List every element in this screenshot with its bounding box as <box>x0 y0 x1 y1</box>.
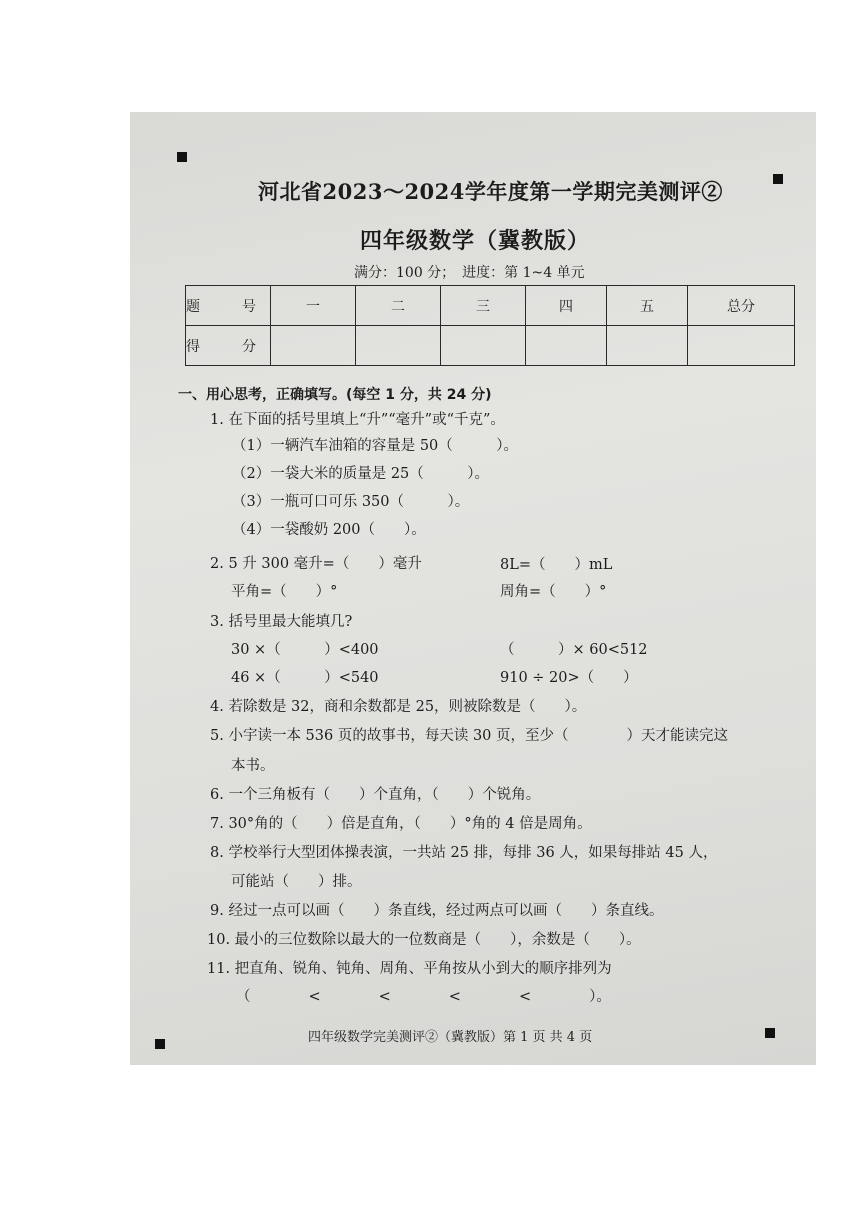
question-3-a: 30 ×（ ）<400 <box>231 642 379 658</box>
corner-mark-bottom-right <box>765 1028 775 1038</box>
question-1-part-1: （1）一辆汽车油箱的容量是 50（ ）。 <box>232 438 519 454</box>
question-5-line-2: 本书。 <box>231 758 275 774</box>
page-footer: 四年级数学完美测评②（冀教版）第 1 页 共 4 页 <box>308 1030 593 1045</box>
question-10: 10. 最小的三位数除以最大的一位数商是（ ），余数是（ ）。 <box>207 932 641 948</box>
question-1-part-3: （3）一瓶可口可乐 350（ ）。 <box>232 494 470 510</box>
question-9: 9. 经过一点可以画（ ）条直线，经过两点可以画（ ）条直线。 <box>210 903 664 919</box>
question-1-part-4: （4）一袋酸奶 200（ ）。 <box>232 522 426 538</box>
exam-paper <box>130 112 816 1065</box>
question-11-answer-blank: （ < < < < ）。 <box>236 989 611 1005</box>
question-8-line-1: 8. 学校举行大型团体操表演，一共站 25 排，每排 36 人，如果每排站 45 人， <box>210 845 718 861</box>
question-5-line-1: 5. 小宇读一本 536 页的故事书，每天读 30 页，至少（ ）天才能读完这 <box>210 728 729 744</box>
question-2-d: 周角=（ ）° <box>500 584 607 600</box>
question-4: 4. 若除数是 32，商和余数都是 25，则被除数是（ ）。 <box>210 699 587 715</box>
score-cell <box>441 326 526 366</box>
score-row-label: 题 号 <box>186 286 271 326</box>
question-1: 1. 在下面的括号里填上“升”“毫升”或“千克”。 <box>210 412 505 428</box>
score-cell <box>526 326 607 366</box>
score-column-4: 四 <box>526 286 607 326</box>
question-2-b: 8L=（ ）mL <box>500 557 613 573</box>
score-column-1: 一 <box>271 286 356 326</box>
question-3-d: 910 ÷ 20>（ ） <box>500 670 638 686</box>
question-8-line-2: 可能站（ ）排。 <box>231 874 362 890</box>
score-column-5: 五 <box>607 286 688 326</box>
score-cell <box>271 326 356 366</box>
question-1-part-2: （2）一袋大米的质量是 25（ ）。 <box>232 466 490 482</box>
score-column-3: 三 <box>441 286 526 326</box>
exam-meta: 满分：100 分； 进度：第 1~4 单元 <box>354 265 585 281</box>
exam-subtitle: 四年级数学（冀教版） <box>360 228 591 254</box>
corner-mark-top-right <box>773 174 783 184</box>
score-table-score-row <box>186 326 795 366</box>
score-cell <box>688 326 795 366</box>
question-3-b: （ ）× 60<512 <box>500 642 648 658</box>
score-column-2: 二 <box>356 286 441 326</box>
question-7: 7. 30°角的（ ）倍是直角，（ ）°角的 4 倍是周角。 <box>210 816 592 832</box>
question-6: 6. 一个三角板有（ ）个直角，（ ）个锐角。 <box>210 787 541 803</box>
corner-mark-top-left <box>177 152 187 162</box>
section-heading: 一、用心思考，正确填写。(每空 1 分，共 24 分) <box>178 387 492 403</box>
score-cell <box>356 326 441 366</box>
question-11: 11. 把直角、锐角、钝角、周角、平角按从小到大的顺序排列为 <box>207 961 612 977</box>
question-3-c: 46 ×（ ）<540 <box>231 670 379 686</box>
exam-title: 河北省2023～2024学年度第一学期完美测评② <box>258 179 723 204</box>
score-column-total: 总分 <box>688 286 795 326</box>
question-2-a: 2. 5 升 300 毫升=（ ）毫升 <box>210 556 422 572</box>
corner-mark-bottom-left <box>155 1039 165 1049</box>
question-2-c: 平角=（ ）° <box>231 584 338 600</box>
score-table <box>185 285 795 366</box>
score-row-label: 得 分 <box>186 326 271 366</box>
question-3: 3. 括号里最大能填几? <box>210 614 353 630</box>
score-table-header-row <box>186 286 795 326</box>
score-cell <box>607 326 688 366</box>
